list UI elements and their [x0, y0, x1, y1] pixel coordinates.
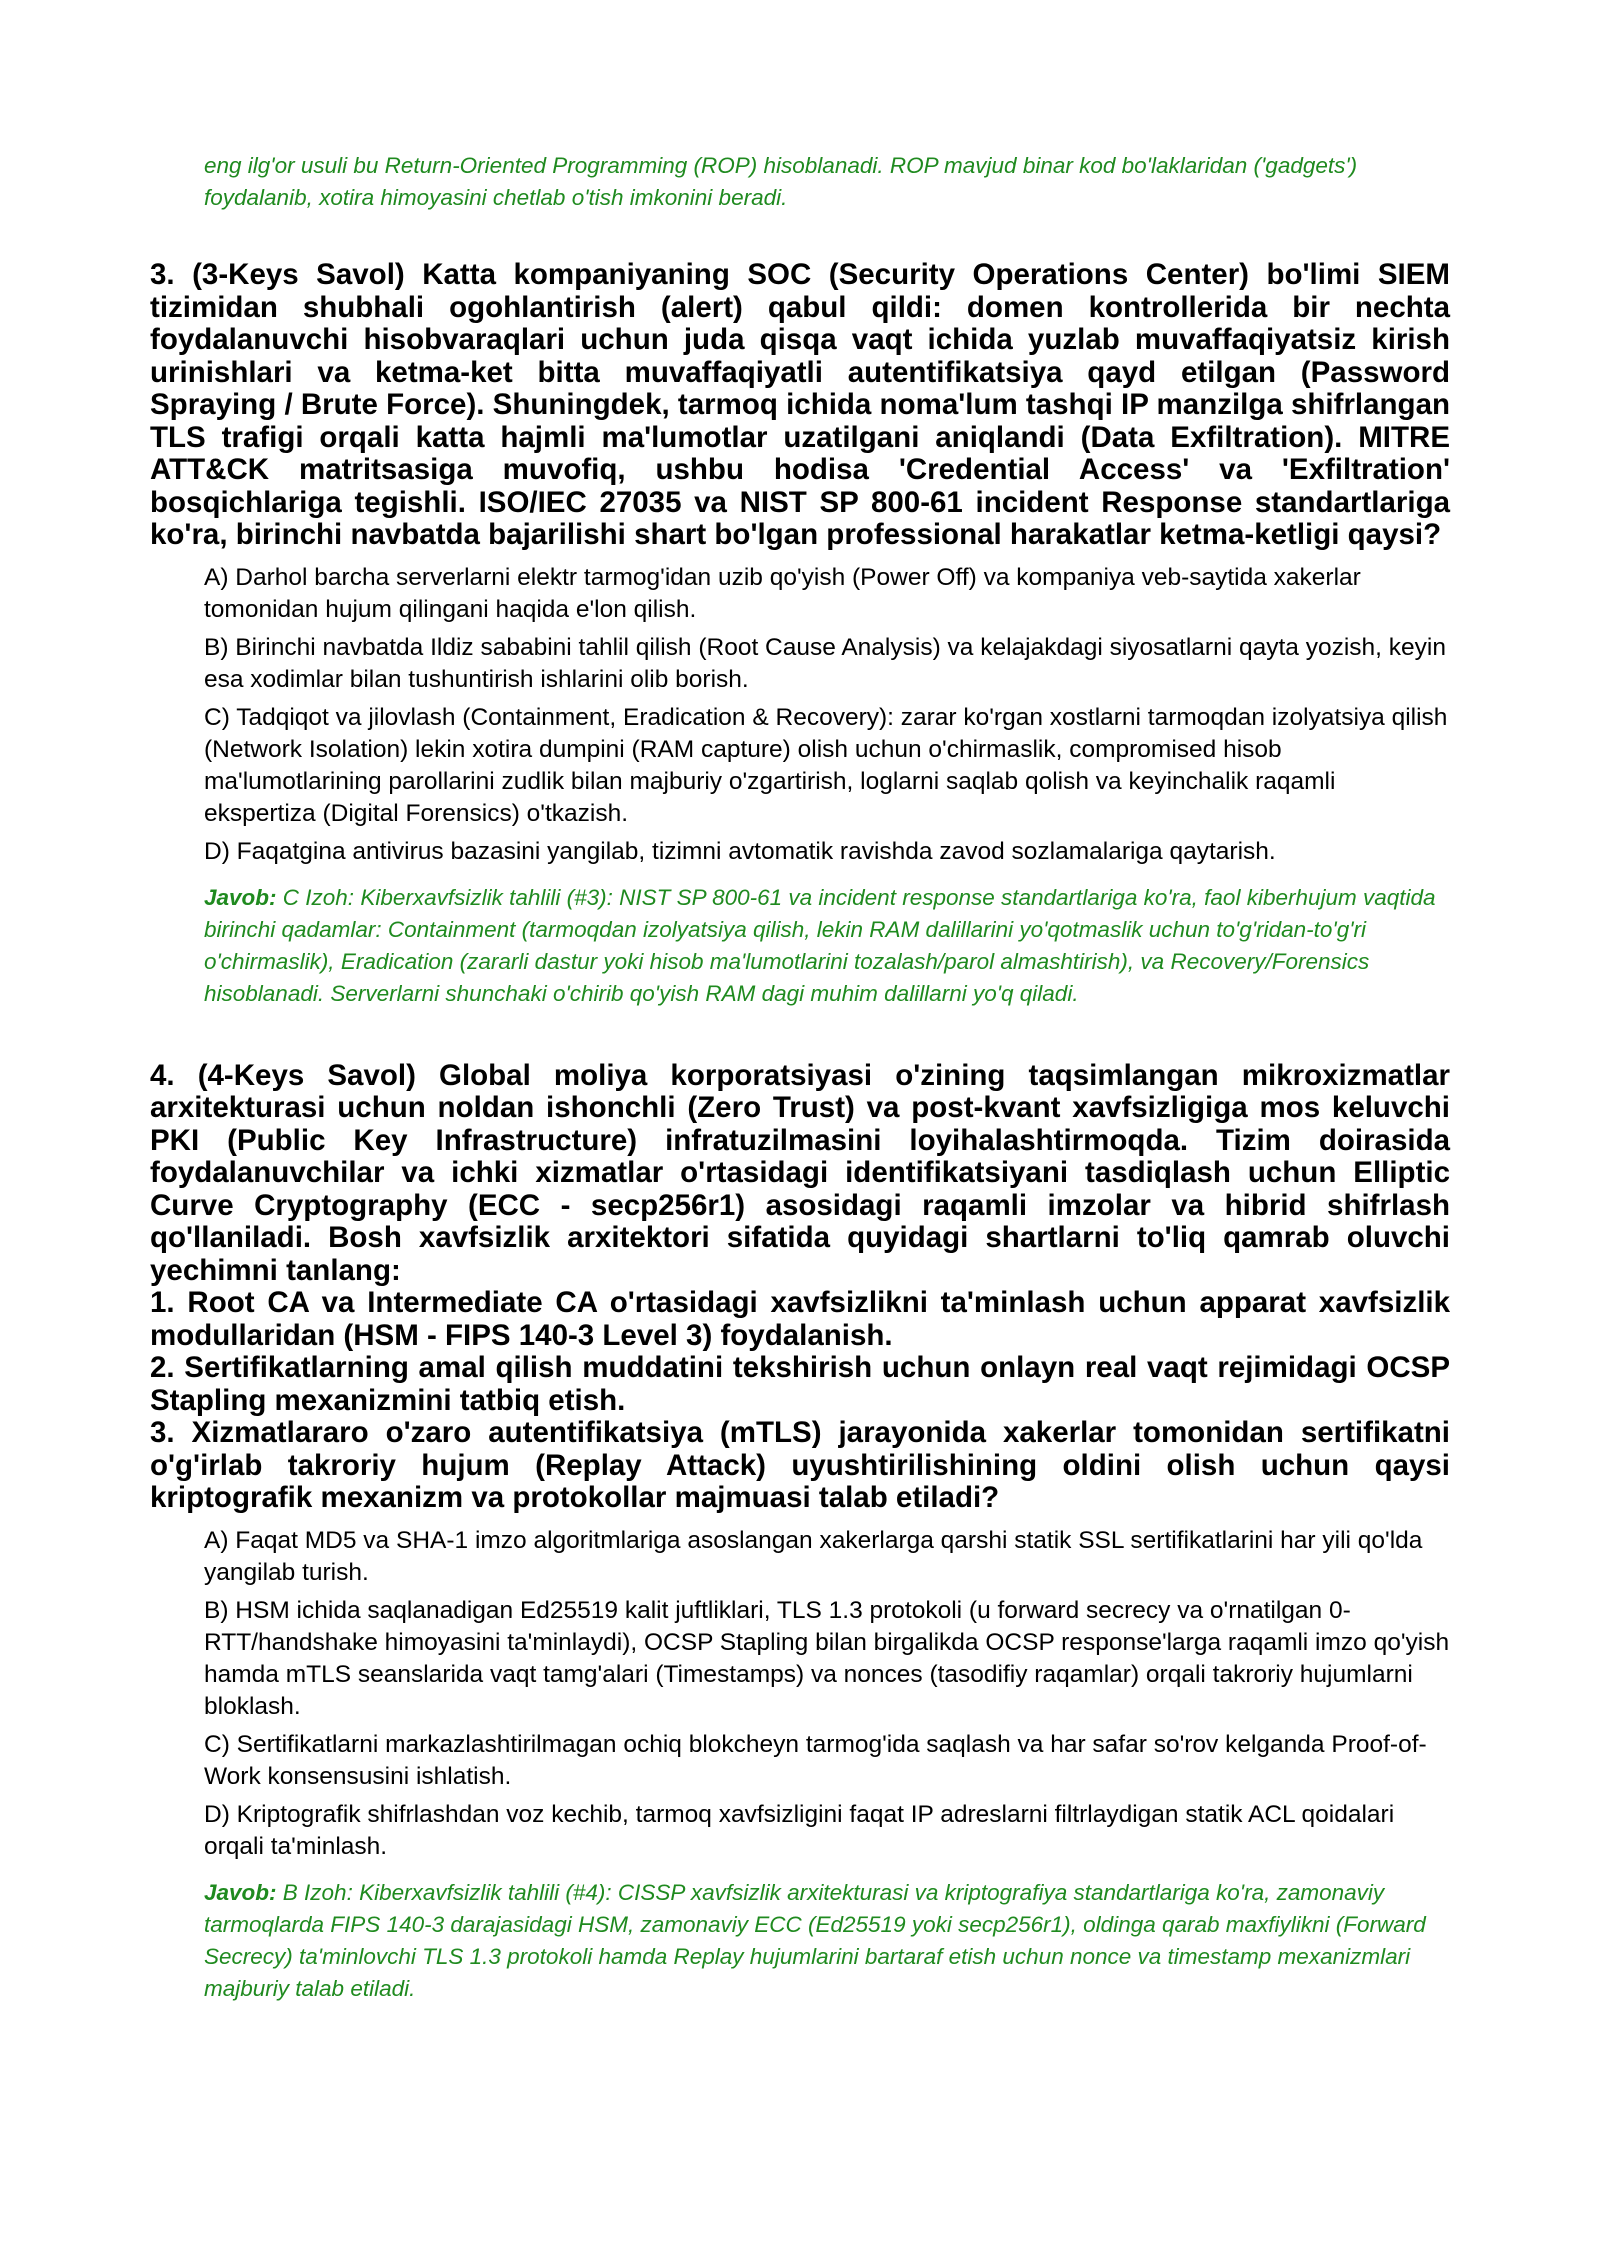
answer-label: Javob: — [204, 1879, 277, 1905]
question-3-option-a: A) Darhol barcha serverlarni elektr tarmog'idan uzib qo'yish (Power Off) va kompaniya veb-saytida xakerlar tomonidan hujum qilingani haqida e'lon qilish. — [204, 563, 1361, 623]
question-4-option-c: C) Sertifikatlarni markazlashtirilmagan ochiq blokcheyn tarmog'ida saqlash va har safar so'rov kelganda Proof-of-Work konsensusini ishlatish. — [204, 1730, 1427, 1790]
document-page — [150, 150, 1450, 2005]
question-4-condition-1: 1. Root CA va Intermediate CA o'rtasidagi xavfsizlikni ta'minlash uchun apparat xavfsizlik modullaridan (HSM - FIPS 140-3 Level 3) foydalanish. — [150, 1286, 1450, 1352]
question-3-option-c: C) Tadqiqot va jilovlash (Containment, Eradication & Recovery): zarar ko'rgan xostlarni tarmoqdan izolyatsiya qilish (Network Isolation) lekin xotira dumpini (RAM capture) olish uchun o'chirmaslik, compromised hisob ma'lumotlarining parollarini zudlik bilan majburiy o'zgartirish, loglarni saqlab qolish va keyinchalik raqamli ekspertiza (Digital Forensics) o'tkazish. — [204, 703, 1448, 827]
question-4-condition-2: 2. Sertifikatlarning amal qilish muddatini tekshirish uchun onlayn real vaqt rejimidagi OCSP Stapling mexanizmini tatbiq etish. — [150, 1351, 1450, 1417]
question-3-option-d: D) Faqatgina antivirus bazasini yangilab, tizimni avtomatik ravishda zavod sozlamalariga qaytarish. — [204, 837, 1276, 865]
previous-answer-explanation: eng ilg'or usuli bu Return-Oriented Programming (ROP) hisoblanadi. ROP mavjud binar kod bo'laklaridan ('gadgets') foydalanib, xotira himoyasini chetlab o'tish imkonini beradi. — [204, 153, 1358, 210]
question-3-options — [204, 562, 1450, 868]
question-4-options — [204, 1525, 1450, 1863]
question-4-condition-3: 3. Xizmatlararo o'zaro autentifikatsiya (mTLS) jarayonida xakerlar tomonidan sertifikatni o'g'irlab takroriy hujum (Replay Attack) uyushtirilishining oldini olish uchun qaysi kriptografik mexanizm va protokollar majmuasi talab etiladi? — [150, 1416, 1450, 1514]
question-4-option-b: B) HSM ichida saqlanadigan Ed25519 kalit juftliklari, TLS 1.3 protokoli (u forward secrecy va o'rnatilgan 0-RTT/handshake himoyasini ta'minlaydi), OCSP Stapling bilan birgalikda OCSP response'larga raqamli imzo qo'yish hamda mTLS seanslarida vaqt tamg'alari (Timestamps) va nonces (tasodifiy raqamlar) orqali takroriy hujumlarni bloklash. — [204, 1596, 1450, 1720]
answer-label: Javob: — [204, 884, 277, 910]
question-3-answer — [204, 882, 1450, 1010]
question-4-option-d: D) Kriptografik shifrlashdan voz kechib, tarmoq xavfsizligini faqat IP adreslarni filtrlaydigan statik ACL qoidalari orqali ta'minlash. — [204, 1800, 1395, 1860]
question-3-option-b: B) Birinchi navbatda Ildiz sababini tahlil qilish (Root Cause Analysis) va kelajakdagi siyosatlarni qayta yozish, keyin esa xodimlar bilan tushuntirish ishlarini olib borish. — [204, 633, 1446, 693]
question-3-text: 3. (3-Keys Savol) Katta kompaniyaning SOC (Security Operations Center) bo'limi SIEM tizimidan shubhali ogohlantirish (alert) qabul qildi: domen kontrollerida bir nechta foydalanuvchi hisobvaraqlari uchun juda qisqa vaqt ichida yuzlab muvaffaqiyatsiz kirish urinishlari va ketma-ket bitta muvaffaqiyatli autentifikatsiya qayd etilgan (Password Spraying / Brute Force). Shuningdek, tarmoq ichida noma'lum tashqi IP manzilga shifrlangan TLS trafigi orqali katta hajmli ma'lumotlar uzatilgani aniqlandi (Data Exfiltration). MITRE ATT&CK matritsasiga muvofiq, ushbu hodisa 'Credential Access' va 'Exfiltration' bosqichlariga tegishli. ISO/IEC 27035 va NIST SP 800-61 incident Response standartlariga ko'ra, birinchi navbatda bajarilishi shart bo'lgan professional harakatlar ketma-ketligi qaysi? — [150, 258, 1450, 551]
answer-explanation: B Izoh: Kiberxavfsizlik tahlili (#4): CISSP xavfsizlik arxitekturasi va kriptografiya standartlariga ko'ra, zamonaviy tarmoqlarda FIPS 140-3 darajasidagi HSM, zamonaviy ECC (Ed25519 yoki secp256r1), oldinga qarab maxfiylikni (Forward Secrecy) ta'minlovchi TLS 1.3 protokoli hamda Replay hujumlarini bartaraf etish uchun nonce va timestamp mexanizmlari majburiy talab etiladi. — [204, 1879, 1426, 2001]
answer-explanation: C Izoh: Kiberxavfsizlik tahlili (#3): NIST SP 800-61 va incident response standartlariga ko'ra, faol kiberhujum vaqtida birinchi qadamlar: Containment (tarmoqdan izolyatsiya qilish, lekin RAM dalillarini yo'qotmaslik uchun to'g'ridan-to'g'ri o'chirmaslik), Eradication (zararli dastur yoki hisob ma'lumotlarini tozalash/parol almashtirish), va Recovery/Forensics hisoblanadi. Serverlarni shunchaki o'chirib qo'yish RAM dagi muhim dalillarni yo'q qiladi. — [204, 884, 1436, 1006]
question-4-option-a: A) Faqat MD5 va SHA-1 imzo algoritmlariga asoslangan xakerlarga qarshi statik SSL sertifikatlarini har yili qo'lda yangilab turish. — [204, 1526, 1423, 1586]
question-4-answer — [204, 1877, 1450, 2005]
question-4-text: 4. (4-Keys Savol) Global moliya korporatsiyasi o'zining taqsimlangan mikroxizmatlar arxitekturasi uchun noldan ishonchli (Zero Trust) va post-kvant xavfsizligiga mos keluvchi PKI (Public Key Infrastructure) infratuzilmasini loyihalashtirmoqda. Tizim doirasida foydalanuvchilar va ichki xizmatlar o'rtasidagi identifikatsiyani tasdiqlash uchun Elliptic Curve Cryptography (ECC - secp256r1) asosidagi raqamli imzolar va hibrid shifrlash qo'llaniladi. Bosh xavfsizlik arxitektori sifatida quyidagi shartlarni to'liq qamrab oluvchi yechimni tanlang: — [150, 1058, 1450, 1287]
